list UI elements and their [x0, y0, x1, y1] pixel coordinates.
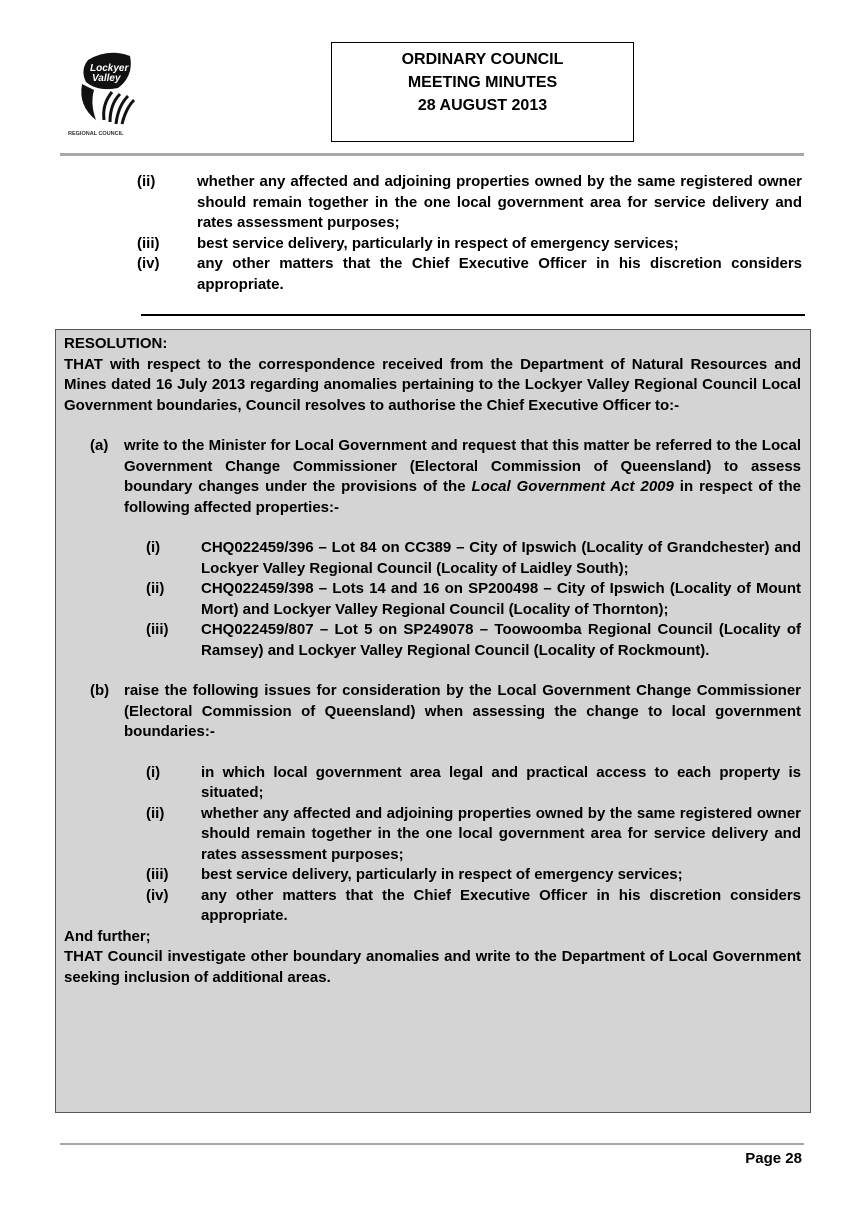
item-number: (i) [146, 763, 161, 781]
item-text: whether any affected and adjoining properties owned by the same registered owner should remain together in the one local government area for service delivery and rates assessment purposes; [197, 173, 802, 231]
act-title: Local Government Act 2009 [471, 478, 674, 495]
item-number: (iv) [137, 255, 160, 272]
part-b-text: raise the following issues for consideration by the Local Government Change Commissioner (Electoral Commission of Queensland) when assessing the change to local government boundaries:- [124, 682, 801, 740]
item-number: (iii) [146, 621, 169, 638]
item-text: best service delivery, particularly in respect of emergency services; [201, 866, 683, 883]
meeting-header-box [331, 42, 634, 142]
continued-issues-list [137, 172, 802, 295]
list-item [137, 254, 802, 295]
resolution-part-b [90, 681, 801, 743]
list-item [146, 620, 801, 661]
header-line-2: MEETING MINUTES [407, 74, 558, 91]
council-logo [68, 46, 148, 138]
list-item [146, 865, 801, 886]
list-item [137, 234, 802, 255]
item-number: (ii) [137, 173, 156, 190]
resolution-box [55, 329, 811, 1113]
logo-caption: REGIONAL COUNCIL [68, 131, 124, 137]
item-text: CHQ022459/398 – Lots 14 and 16 on SP200498 – City of Ipswich (Locality of Mount Mort) and Lockyer Valley Regional Council (Locality of Thornton); [201, 580, 801, 618]
list-item [146, 763, 801, 804]
item-text: any other matters that the Chief Executive Officer in his discretion considers appropriate. [201, 886, 801, 924]
list-item [146, 804, 801, 866]
resolution-intro: THAT with respect to the correspondence received from the Department of Natural Resources and Mines dated 16 July 2013 regarding anomalies pertaining to the Lockyer Valley Regional Council Local Government boundaries, Council resolves to authorise the Chief Executive Officer to:- [64, 355, 801, 414]
list-item [146, 579, 801, 620]
footer-divider [60, 1143, 804, 1145]
item-number: (iii) [146, 866, 169, 883]
page-number: Page 28 [745, 1150, 802, 1167]
header-line-1: ORDINARY COUNCIL [401, 51, 564, 68]
item-number: (iii) [137, 234, 160, 252]
logo-word-2: Valley [92, 73, 121, 84]
resolution-heading: RESOLUTION: [64, 335, 168, 352]
logo-word-1: Lockyer [90, 63, 129, 74]
item-text: CHQ022459/396 – Lot 84 on CC389 – City of Ipswich (Locality of Grandchester) and Lockyer Valley Regional Council (Locality of Laidley South); [201, 539, 801, 577]
list-item [146, 886, 801, 927]
item-number: (ii) [146, 580, 165, 597]
part-a-properties-list [146, 538, 801, 661]
resolution-part-a [90, 436, 801, 518]
header-line-3: 28 AUGUST 2013 [417, 97, 548, 114]
item-text: CHQ022459/807 – Lot 5 on SP249078 – Toowoomba Regional Council (Locality of Ramsey) and Lockyer Valley Regional Council (Locality of Rockmount). [201, 621, 801, 659]
header-divider [60, 153, 804, 156]
part-a-text [124, 436, 801, 518]
part-a-label: (a) [90, 437, 109, 454]
section-divider [141, 314, 805, 316]
item-number: (ii) [146, 804, 165, 822]
part-a-text-start: write to the Minister for Local Government and request that this matter be referred to the Local Government Change Commissioner (Electoral Commission of Queensland) to assess boundary changes under the provisions of the [124, 437, 801, 495]
item-text: best service delivery, particularly in respect of emergency services; [197, 234, 679, 252]
part-b-label: (b) [90, 682, 110, 699]
item-number: (iv) [146, 886, 169, 904]
item-text: any other matters that the Chief Executive Officer in his discretion considers appropriate. [197, 255, 802, 293]
further-label: And further; [64, 927, 151, 945]
item-text: whether any affected and adjoining properties owned by the same registered owner should remain together in the one local government area for service delivery and rates assessment purposes; [201, 804, 801, 863]
lockyer-valley-logo-icon [68, 46, 148, 138]
part-a-text-end: in respect of the following affected properties:- [124, 478, 801, 516]
part-b-issues-list [146, 763, 801, 927]
item-text: in which local government area legal and practical access to each property is situated; [201, 763, 801, 801]
further-text: THAT Council investigate other boundary anomalies and write to the Department of Local Government seeking inclusion of additional areas. [64, 948, 801, 986]
item-number: (i) [146, 539, 161, 556]
list-item [146, 538, 801, 579]
list-item [137, 172, 802, 234]
